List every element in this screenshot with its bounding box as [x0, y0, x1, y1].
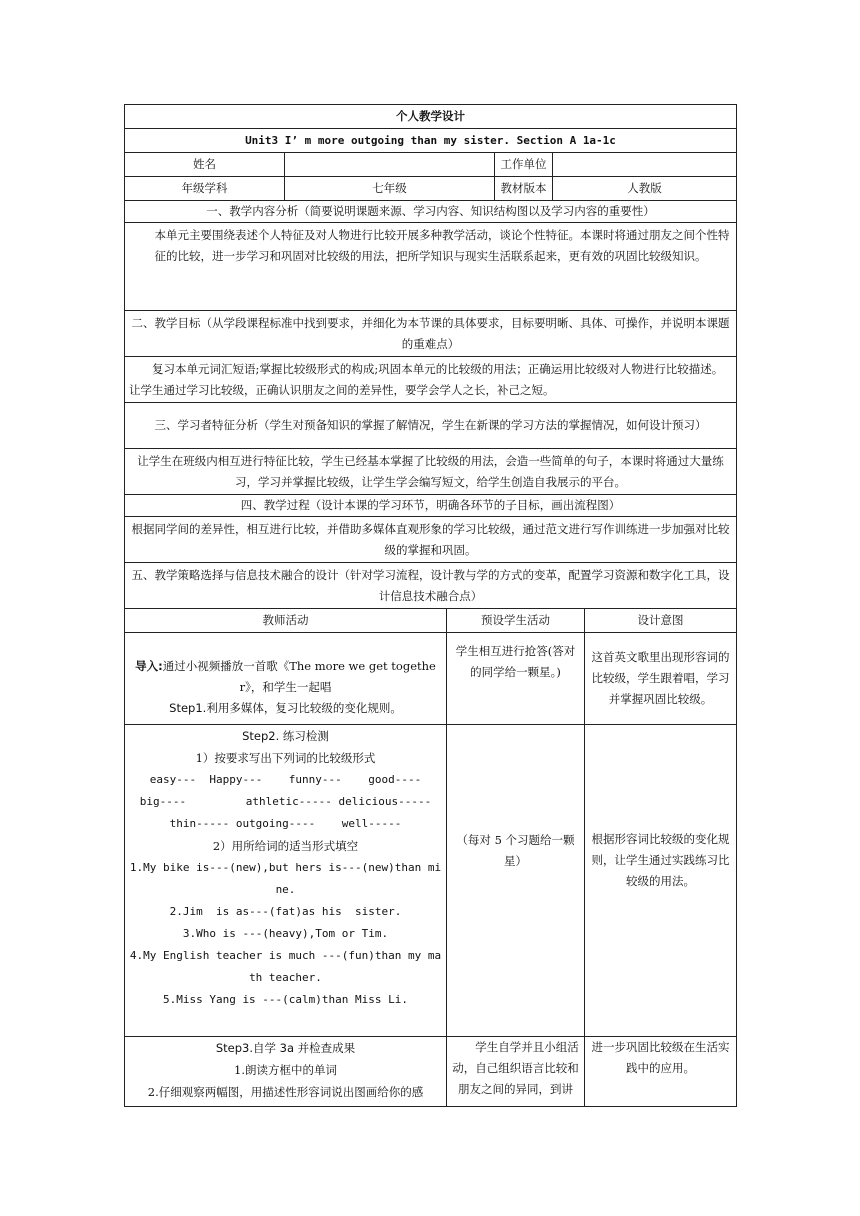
- document-title: 个人教学设计: [125, 105, 737, 129]
- header-design-intent: 设计意图: [585, 609, 737, 633]
- name-label: 姓名: [125, 153, 285, 177]
- section-3-body: 让学生在班级内相互进行特征比较，学生已经基本掌握了比较级的用法，会造一些简单的句子，本课时将通过大量练习，学习并掌握比较级，让学生学会编写短文，给学生创造自我展示的平台。: [125, 449, 737, 495]
- words-line-3: thin----- outgoing---- well-----: [169, 817, 402, 830]
- row2-student-activity: （每对 5 个习题给一颗星）: [447, 725, 585, 1037]
- edition-value: 人教版: [553, 177, 737, 201]
- section-2-heading: 二、教学目标（从学段课程标准中找到要求，并细化为本节课的具体要求，目标要明晰、具体、可操作，并说明本课题的重难点）: [125, 311, 737, 357]
- header-teacher-activity: 教师活动: [125, 609, 447, 633]
- section-1-heading: 一、教学内容分析（简要说明课题来源、学习内容、知识结构图以及学习内容的重要性）: [125, 201, 737, 223]
- lesson-plan-table: [124, 104, 737, 1107]
- row1-teacher-activity: [125, 633, 447, 725]
- row3-student-activity: 学生自学并且小组活动，自己组织语言比较和朋友之间的异同，到讲: [447, 1037, 585, 1107]
- row1-design-intent: 这首英文歌里出现形容词的比较级，学生跟着唱，学习并掌握巩固比较级。: [585, 633, 737, 725]
- row3-teacher-activity: [125, 1037, 447, 1107]
- question-4: 4.My English teacher is much ---(fun)than my math teacher.: [129, 949, 442, 984]
- words-line-1: easy--- Happy--- funny--- good----: [149, 773, 422, 786]
- section-2-body: 复习本单元词汇短语;掌握比较级形式的构成;巩固本单元的比较级的用法；正确运用比较级对人物进行比较描述。让学生通过学习比较级，正确认识朋友之间的差异性，要学会学人之长，补己之短。: [125, 357, 737, 403]
- lesson-plan-page: [124, 104, 736, 1107]
- step3-item-1: 1.朗读方框中的单词: [234, 1063, 337, 1077]
- section-4-heading: 四、教学过程（设计本课的学习环节，明确各环节的子目标，画出流程图）: [125, 495, 737, 517]
- unit-value[interactable]: [553, 153, 737, 177]
- question-5: 5.Miss Yang is ---(calm)than Miss Li.: [162, 993, 409, 1006]
- step3-item-2: 2.仔细观察两幅图，用描述性形容词说出图画给你的感: [147, 1085, 424, 1099]
- section-1-body: 本单元主要围绕表述个人特征及对人物进行比较开展多种教学活动，谈论个性特征。本课时将通过朋友之间个性特征的比较，进一步学习和巩固对比较级的用法，把所学知识与现实生活联系起来，更有效的巩固比较级知识。: [125, 223, 737, 311]
- intro-label: 导入:: [135, 659, 163, 673]
- part2-title: 2）用所给词的适当形式填空: [212, 839, 359, 853]
- grade-value: 七年级: [285, 177, 495, 201]
- lesson-title: Unit3 I’ m more outgoing than my sister. Section A 1a-1c: [125, 129, 737, 153]
- header-student-activity: 预设学生活动: [447, 609, 585, 633]
- question-2: 2.Jim is as---(fat)as his sister.: [169, 905, 402, 918]
- step2-title: Step2. 练习检测: [242, 729, 329, 743]
- step3-title: Step3.自学 3a 并检查成果: [215, 1041, 356, 1055]
- row2-teacher-activity: [125, 725, 447, 1037]
- section-5-heading: 五、教学策略选择与信息技术融合的设计（针对学习流程，设计教与学的方式的变革，配置学习资源和数字化工具，设计信息技术融合点）: [125, 563, 737, 609]
- question-1: 1.My bike is---(new),but hers is---(new)than mine.: [129, 861, 442, 896]
- unit-label: 工作单位: [495, 153, 553, 177]
- intro-text: 通过小视频播放一首歌《The more we get together》，和学生一起唱: [162, 659, 436, 694]
- edition-label: 教材版本: [495, 177, 553, 201]
- grade-label: 年级学科: [125, 177, 285, 201]
- part1-title: 1）按要求写出下列词的比较级形式: [195, 751, 376, 765]
- question-3: 3.Who is ---(heavy),Tom or Tim.: [182, 927, 389, 940]
- row2-design-intent: 根据形容词比较级的变化规则，让学生通过实践练习比较级的用法。: [585, 725, 737, 1037]
- row3-design-intent: 进一步巩固比较级在生活实践中的应用。: [585, 1037, 737, 1107]
- step1-text: Step1.利用多媒体，复习比较级的变化规则。: [169, 701, 402, 715]
- name-value[interactable]: [285, 153, 495, 177]
- words-line-2: big---- athletic----- delicious-----: [139, 795, 432, 808]
- section-4-body: 根据同学间的差异性，相互进行比较，并借助多媒体直观形象的学习比较级，通过范文进行写作训练进一步加强对比较级的掌握和巩固。: [125, 517, 737, 563]
- section-3-heading: 三、学习者特征分析（学生对预备知识的掌握了解情况，学生在新课的学习方法的掌握情况，如何设计预习）: [125, 403, 737, 449]
- row1-student-activity: 学生相互进行抢答(答对的同学给一颗星。): [447, 633, 585, 725]
